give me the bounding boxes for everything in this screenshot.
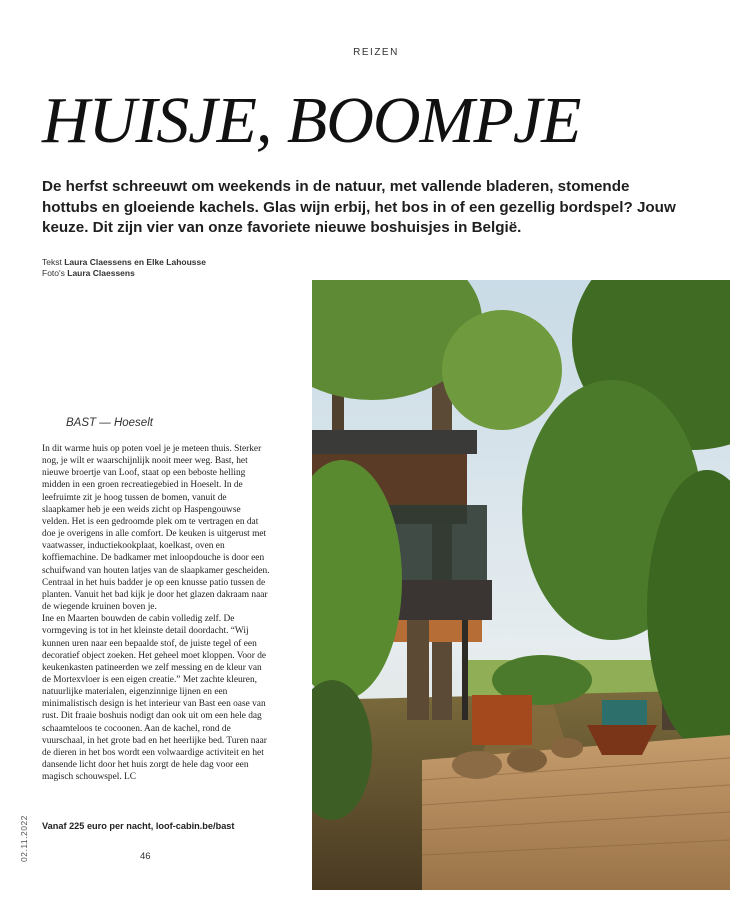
photo-credit [42,268,206,279]
article-paragraph: Ine en Maarten bouwden de cabin volledig zelf. De vormgeving is tot in het kleinste detail doordacht. “Wij kunnen uren naar een bepaalde stof, de juiste tegel of een decoratief object zoeken. Het geheel moet kloppen. Voor de keukenkasten patineerden we zelf messing en de kleur van de Mortexvloer is een eigen creatie.” Met zachte kleuren, natuurlijke materialen, eigenzinnige lijnen en een minimalistisch design is het interieur van Bast een oase van rust. Dit fraaie boshuis nodigt dan ook uit om een hele dag schaamteloos te cocoonen. Aan de kachel, rond de vuurschaal, in het grote bad en het heerlijke bed. Turen naar de dieren in het bos wordt een volwaardige activiteit en het dansende licht door het huis zorgt de hele dag voor een magisch schouwspel. LC [42,614,267,783]
text-credit-label: Tekst [42,257,62,267]
treehouse-roof [312,430,477,454]
treehouse-post [407,620,429,720]
article-name: BAST [66,417,97,429]
page-title: HUISJE, BOOMPJE [42,84,581,157]
article-separator: — [99,417,111,429]
photo-credit-label: Foto's [42,268,65,278]
treehouse-photo [312,280,730,890]
price-line: Vanaf 225 euro per nacht, loof-cabin.be/bast [42,821,235,831]
section-label: REIZEN [353,47,399,58]
text-credit-names: Laura Claessens en Elke Lahousse [64,257,206,267]
log-stool [452,751,502,779]
article-body [42,443,270,783]
lead-paragraph: De herfst schreeuwt om weekends in de natuur, met vallende bladeren, stomende hottubs en gloeiende kachels. Glas wijn erbij, het bos in of een gezellig bordspel? Jouw keuze. Dit zijn vier van onze favoriete nieuwe boshuisjes in België. [42,178,676,236]
issue-date: 02.11.2022 [19,815,29,862]
treehouse-post [462,620,468,720]
log-stool [551,738,583,758]
photo-credit-names: Laura Claessens [67,268,135,278]
article-paragraph: In dit warme huis op poten voel je je meteen thuis. Sterker nog, je wilt er waarschijnlijk nooit meer weg. Bast, het nieuwe broertje van Loof, staat op een beboste helling midden in een groen recreatiegebied in Hoeselt. In de leefruimte zit je hoog tussen de bomen, vanuit de slaapkamer heb je een weids zicht op Haspengouwse velden. Het is een gedroomde plek om te vertragen en dat doe je overigens in alle comfort. De keuken is uitgerust met vaatwasser, inductiekookplaat, koelkast, oven en koffiemachine. De badkamer met inloopdouche is door een schuifwand van houten latjes van de slaapkamer gescheiden. Centraal in het huis badder je op een knusse patio tussen de planten. Vanuit het bad kijk je door het glazen dakraam naar de wiegende kruinen boven je. [42,444,270,613]
article-subheading [66,417,153,429]
log-stool [507,748,547,772]
page-number: 46 [140,851,151,862]
text-credit [42,257,206,268]
article-place: Hoeselt [113,417,153,429]
credits [42,257,206,279]
lounge-chair [472,695,532,745]
